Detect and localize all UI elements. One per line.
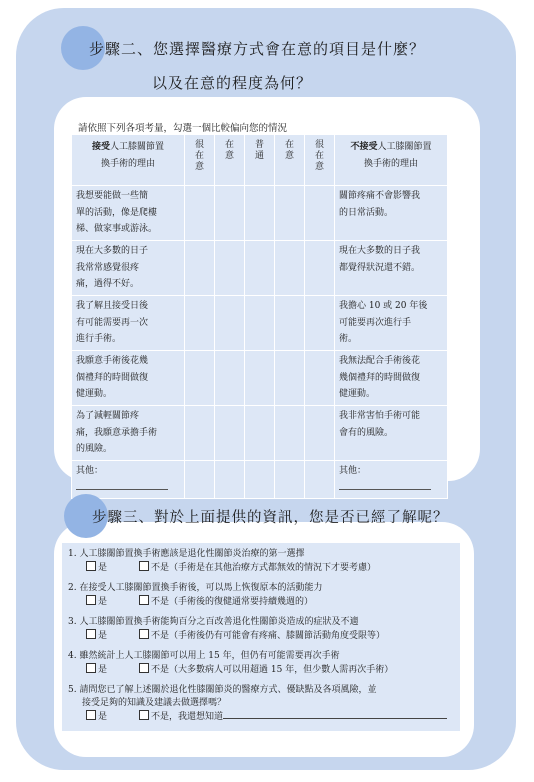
accept-reason-cell (72, 186, 185, 241)
option-no-label: 不是（手術後仍有可能會有疼痛、膝關節活動角度受限等） (151, 631, 386, 641)
accept-reason-cell (72, 461, 185, 499)
reason-line: 健運動。 (76, 389, 113, 399)
reason-line: 其他： (76, 466, 104, 476)
reason-line: 進行手術。 (76, 334, 122, 344)
question-text: 3. 人工膝關節置換手術能夠百分之百改善退化性關節炎造成的症狀及不適 (68, 617, 359, 627)
checkbox-no[interactable] (139, 663, 149, 673)
quiz-area (62, 543, 460, 731)
reject-reason-cell (335, 351, 448, 406)
rating-cell[interactable] (275, 186, 305, 241)
reason-line: 我非常害怕手術可能 (339, 411, 421, 421)
reason-line: 有可能需要再一次 (76, 317, 149, 328)
table-row (72, 461, 448, 499)
rating-cell[interactable] (275, 406, 305, 461)
scale-label: 很 在 意 (194, 140, 204, 172)
reason-line: 梯、做家事或游泳。 (76, 224, 158, 234)
rating-cell[interactable] (275, 351, 305, 406)
reason-line: 術。 (339, 334, 358, 344)
right-header-rest: 人工膝關節置 (377, 142, 432, 152)
option-no-label: 不是，我還想知道 (151, 712, 224, 722)
left-header-bold: 接受 (91, 142, 110, 152)
option-no-label: 不是（手術是在其他治療方式都無效的情況下才要考慮） (151, 563, 377, 573)
scale-label: 在 意 (224, 140, 234, 161)
right-header (335, 135, 448, 186)
reason-line: 單的活動，像是爬樓 (76, 207, 158, 218)
other-write-in-line[interactable] (76, 480, 180, 497)
checkbox-no[interactable] (139, 595, 149, 605)
scale-neutral (245, 135, 275, 186)
table-row (72, 186, 448, 241)
rating-cell[interactable] (185, 461, 215, 499)
question-5 (68, 684, 447, 724)
rating-cell[interactable] (305, 351, 335, 406)
table-row (72, 351, 448, 406)
accept-reason-cell (72, 241, 185, 296)
table-row (72, 296, 448, 351)
checkbox-no[interactable] (139, 629, 149, 639)
other-write-in-line[interactable] (339, 480, 443, 497)
left-header-line2: 換手術的理由 (100, 158, 155, 169)
write-in-line[interactable] (223, 710, 447, 719)
rating-cell[interactable] (215, 241, 245, 296)
reject-reason-cell (335, 461, 448, 499)
question-text: 5. 請問您已了解上述關於退化性膝關節炎的醫療方式、優缺點及各項風險，並 (68, 685, 377, 695)
reason-line: 現在大多數的日子 (76, 246, 149, 256)
reject-reason-cell (335, 186, 448, 241)
scale-label: 普 通 (254, 140, 264, 161)
reason-line: 我願意手術後花幾 (76, 356, 149, 366)
question-text: 2. 在接受人工膝關節置換手術後，可以馬上恢復原本的活動能力 (68, 583, 323, 593)
question-4 (68, 650, 393, 677)
rating-cell[interactable] (185, 241, 215, 296)
scale-very-important-right (305, 135, 335, 186)
rating-cell[interactable] (305, 241, 335, 296)
rating-cell[interactable] (245, 351, 275, 406)
reason-line: 痛，我願意承擔手術 (76, 427, 158, 438)
checkbox-no[interactable] (139, 710, 149, 720)
reason-line: 都覺得狀況還不錯。 (339, 262, 421, 273)
reason-line: 我了解且接受日後 (76, 301, 149, 311)
reason-line: 現在大多數的日子我 (339, 246, 421, 256)
accept-reason-cell (72, 406, 185, 461)
reason-line: 健運動。 (339, 389, 376, 399)
rating-cell[interactable] (185, 296, 215, 351)
checkbox-yes[interactable] (86, 629, 96, 639)
scale-important-left (215, 135, 245, 186)
option-yes-label: 是 (98, 631, 108, 641)
checkbox-yes[interactable] (86, 561, 96, 571)
rating-cell[interactable] (215, 461, 245, 499)
reject-reason-cell (335, 296, 448, 351)
reject-reason-cell (335, 406, 448, 461)
rating-cell[interactable] (305, 461, 335, 499)
accept-reason-cell (72, 351, 185, 406)
option-yes-label: 是 (98, 563, 108, 573)
reason-line: 我常常感覺很疼 (76, 262, 140, 273)
option-yes-label: 是 (98, 712, 108, 722)
reason-line: 會有的風險。 (339, 427, 394, 438)
step2-title-line1: 步驟二、您選擇醫療方式會在意的項目是什麼？ (89, 40, 426, 58)
right-header-bold: 不接受 (350, 142, 378, 152)
right-header-line2: 換手術的理由 (363, 158, 418, 169)
rating-cell[interactable] (215, 186, 245, 241)
step3-title: 步驟三、對於上面提供的資訊，您是否已經了解呢？ (92, 510, 449, 526)
scale-label: 很 在 意 (314, 140, 324, 172)
rating-cell[interactable] (245, 296, 275, 351)
reason-line: 的風險。 (76, 444, 113, 454)
reason-line: 可能要再次進行手 (339, 317, 412, 328)
option-yes-label: 是 (98, 665, 108, 675)
rating-cell[interactable] (185, 186, 215, 241)
question-text: 4. 雖然統計上人工膝關節可以用上 15 年，但仍有可能需要再次手術 (68, 651, 340, 661)
instruction-text: 請依照下列各項考量，勾選一個比較偏向您的情況 (78, 123, 288, 134)
rating-cell[interactable] (275, 296, 305, 351)
reason-line: 其他： (339, 466, 367, 476)
accept-reason-cell (72, 296, 185, 351)
option-yes-label: 是 (98, 597, 108, 607)
rating-cell[interactable] (275, 461, 305, 499)
table-row (72, 241, 448, 296)
rating-cell[interactable] (185, 406, 215, 461)
rating-cell[interactable] (185, 351, 215, 406)
reason-line: 痛，過得不好。 (76, 279, 140, 289)
rating-cell[interactable] (245, 406, 275, 461)
left-header-rest: 人工膝關節置 (110, 142, 165, 152)
checkbox-yes[interactable] (86, 710, 96, 720)
reason-line: 的日常活動。 (339, 207, 394, 218)
checkbox-no[interactable] (139, 561, 149, 571)
question-2 (68, 582, 322, 609)
rating-cell[interactable] (305, 186, 335, 241)
reason-line: 我無法配合手術後花 (339, 356, 421, 366)
question-1 (68, 548, 376, 575)
reason-line: 我想要能做一些簡 (76, 191, 149, 201)
question-text: 1. 人工膝關節置換手術應該是退化性關節炎治療的第一選擇 (68, 549, 305, 559)
table-header-row (72, 135, 448, 186)
table-row (72, 406, 448, 461)
scale-label: 在 意 (284, 140, 294, 161)
scale-very-important-left (185, 135, 215, 186)
checkbox-yes[interactable] (86, 595, 96, 605)
reason-line: 為了減輕關節疼 (76, 411, 140, 421)
rating-cell[interactable] (305, 296, 335, 351)
reason-line: 關節疼痛不會影響我 (339, 191, 421, 201)
reason-line: 幾個禮拜的時間做復 (339, 372, 421, 383)
left-header (72, 135, 185, 186)
rating-cell[interactable] (215, 296, 245, 351)
rating-cell[interactable] (275, 241, 305, 296)
question-3 (68, 616, 385, 643)
option-no-label: 不是（大多數病人可以用超過 15 年，但少數人需再次手術） (151, 665, 394, 675)
step2-title-line2: 以及在意的程度為何？ (152, 74, 313, 92)
rating-cell[interactable] (305, 406, 335, 461)
question-text-line2: 接受足夠的知識及建議去做選擇嗎？ (82, 698, 227, 708)
rating-cell[interactable] (245, 186, 275, 241)
reason-line: 我擔心 10 或 20 年後 (339, 301, 428, 311)
reject-reason-cell (335, 241, 448, 296)
preference-table (71, 134, 448, 499)
scale-important-right (275, 135, 305, 186)
rating-cell[interactable] (215, 351, 245, 406)
rating-cell[interactable] (245, 241, 275, 296)
reason-line: 個禮拜的時間做復 (76, 372, 149, 383)
option-no-label: 不是（手術後的復健通常要持續幾週的） (151, 597, 314, 607)
rating-cell[interactable] (215, 406, 245, 461)
checkbox-yes[interactable] (86, 663, 96, 673)
rating-cell[interactable] (245, 461, 275, 499)
